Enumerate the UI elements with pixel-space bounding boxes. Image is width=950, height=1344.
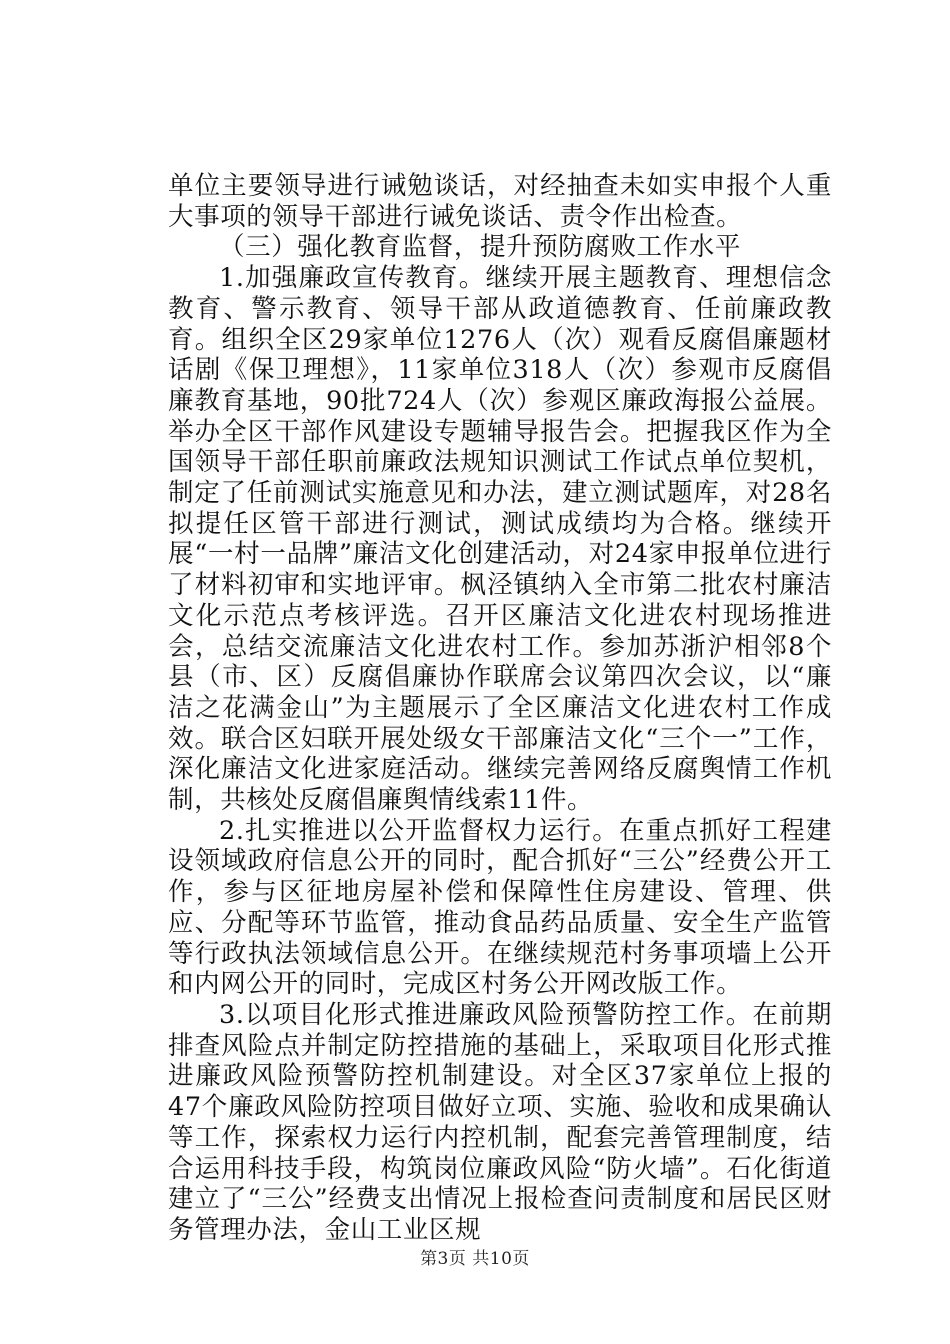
page-number-footer: 第3页 共10页 [420, 1249, 530, 1269]
paragraph-continuation: 单位主要领导进行诫勉谈话，对经抽查未如实申报个人重大事项的领导干部进行诫免谈话、责令作出检查。 [168, 171, 832, 232]
section-heading: （三）强化教育监督，提升预防腐败工作水平 [219, 232, 742, 263]
paragraph-1: 1.加强廉政宣传教育。继续开展主题教育、理想信念教育、警示教育、领导干部从政道德教育、任前廉政教育。组织全区29家单位1276人（次）观看反腐倡廉题材话剧《保卫理想》，11家单位318人（次）参观市反腐倡廉教育基地，90批724人（次）参观区廉政海报公益展。举办全区干部作风建设专题辅导报告会。把握我区作为全国领导干部任职前廉政法规知识测试工作试点单位契机，制定了任前测试实施意见和办法，建立测试题库，对28名拟提任区管干部进行测试，测试成绩均为合格。继续开展“一村一品牌”廉洁文化创建活动，对24家申报单位进行了材料初审和实地评审。枫泾镇纳入全市第二批农村廉洁文化示范点考核评选。召开区廉洁文化进农村现场推进会，总结交流廉洁文化进农村工作。参加苏浙沪相邻8个县（市、区）反腐倡廉协作联席会议第四次会议，以“廉洁之花满金山”为主题展示了全区廉洁文化进农村工作成效。联合区妇联开展处级女干部廉洁文化“三个一”工作，深化廉洁文化进家庭活动。继续完善网络反腐舆情工作机制，共核处反腐倡廉舆情线索11件。 [168, 263, 832, 816]
document-body [168, 171, 832, 1246]
paragraph-2: 2.扎实推进以公开监督权力运行。在重点抓好工程建设领域政府信息公开的同时，配合抓好“三公”经费公开工作，参与区征地房屋补偿和保障性住房建设、管理、供应、分配等环节监管，推动食品药品质量、安全生产监管等行政执法领域信息公开。在继续规范村务事项墙上公开和内网公开的同时，完成区村务公开网改版工作。 [168, 815, 832, 1000]
paragraph-3: 3.以项目化形式推进廉政风险预警防控工作。在前期排查风险点并制定防控措施的基础上，采取项目化形式推进廉政风险预警防控机制建设。对全区37家单位上报的47个廉政风险防控项目做好立项、实施、验收和成果确认等工作，探索权力运行内控机制，配套完善管理制度，结合运用科技手段，构筑岗位廉政风险“防火墙”。石化街道建立了“三公”经费支出情况上报检查问责制度和居民区财务管理办法，金山工业区规 [168, 999, 832, 1245]
